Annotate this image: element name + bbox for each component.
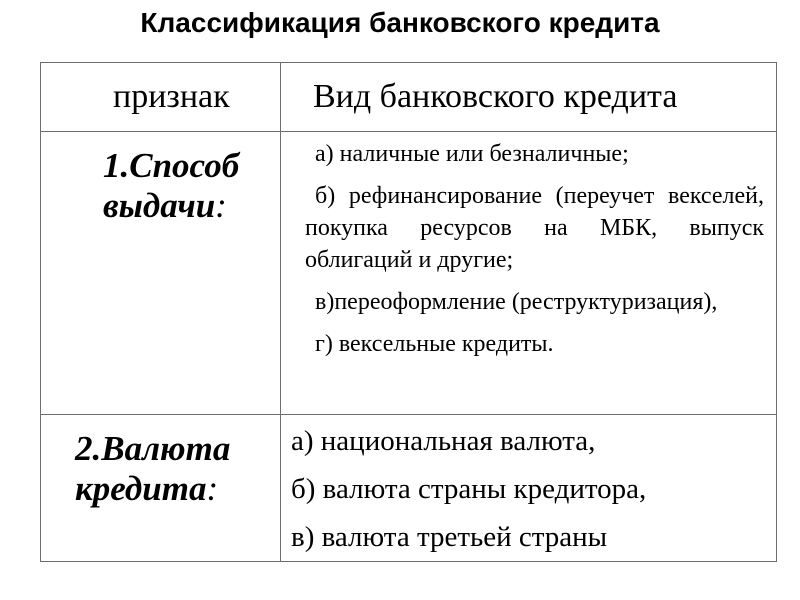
criterion-colon: : bbox=[215, 186, 227, 225]
table-header-row bbox=[41, 63, 777, 132]
criterion-label: выдачи bbox=[103, 186, 216, 225]
table-row bbox=[41, 132, 777, 415]
list-item: г) вексельные кредиты. bbox=[315, 331, 554, 357]
slide-title: Классификация банковского кредита bbox=[140, 7, 660, 38]
criterion-label: кредита bbox=[75, 469, 207, 508]
list-item: б) рефинансирование (переучет векселей, покупка ресурсов на МБК, выпуск облигаций и другие; bbox=[305, 183, 764, 273]
credit-types-cell bbox=[281, 132, 777, 415]
criterion-cell bbox=[41, 415, 281, 562]
criterion-colon: : bbox=[206, 469, 219, 508]
header-credit-type: Вид банковского кредита bbox=[281, 63, 777, 132]
header-criterion: признак bbox=[41, 63, 281, 132]
list-item: в) валюта третьей страны bbox=[291, 521, 608, 553]
list-item: б) валюта страны кредитора, bbox=[291, 473, 647, 505]
criterion-cell bbox=[41, 132, 281, 415]
criterion-label: 1.Способ bbox=[103, 146, 240, 185]
table-row bbox=[41, 415, 777, 562]
list-item: в)переоформление (реструктуризация), bbox=[315, 289, 718, 315]
criterion-label: 2.Валюта bbox=[75, 429, 231, 468]
list-item: а) наличные или безналичные; bbox=[315, 141, 629, 167]
list-item: а) национальная валюта, bbox=[291, 425, 596, 457]
credit-types-cell bbox=[281, 415, 777, 562]
classification-table bbox=[40, 62, 777, 562]
